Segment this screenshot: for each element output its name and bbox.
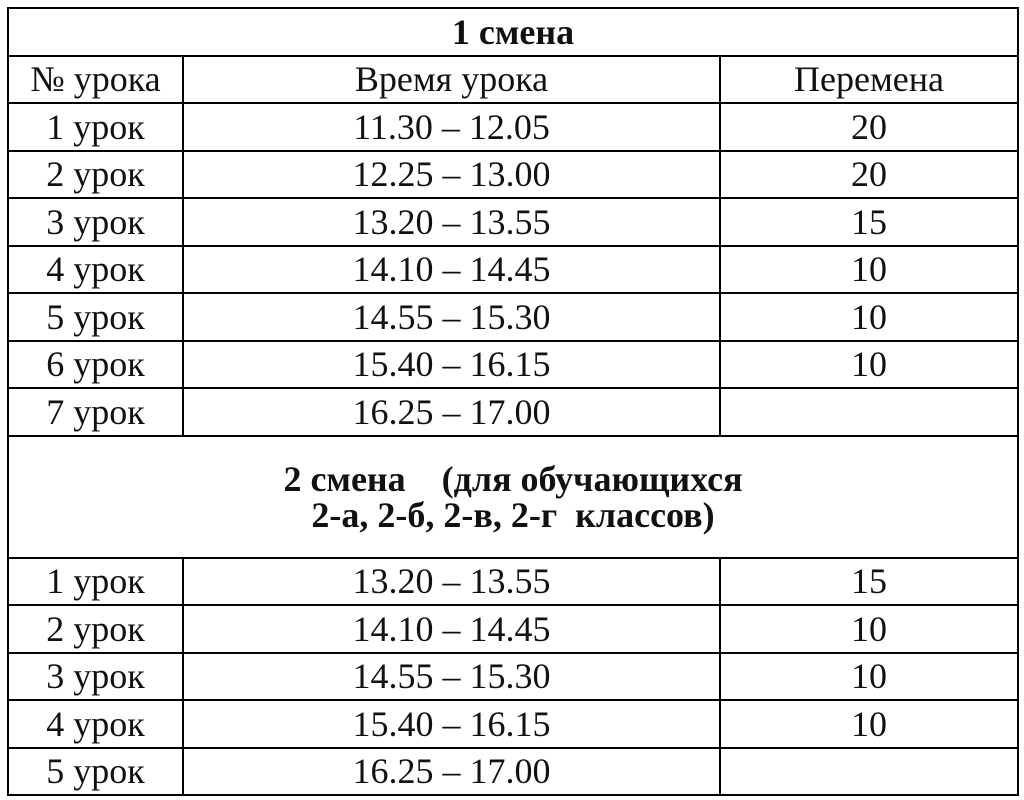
shift2-title-line1: 2 смена (для обучающихся bbox=[283, 458, 743, 499]
break-cell bbox=[720, 748, 1018, 796]
time-cell: 16.25 – 17.00 bbox=[183, 388, 720, 436]
break-cell: 15 bbox=[720, 558, 1018, 606]
break-cell bbox=[720, 388, 1018, 436]
lesson-cell: 3 урок bbox=[8, 198, 183, 246]
header-row bbox=[8, 56, 1018, 104]
table-row bbox=[8, 605, 1018, 653]
table-row bbox=[8, 293, 1018, 341]
shift1-title: 1 смена bbox=[8, 8, 1018, 56]
break-cell: 10 bbox=[720, 653, 1018, 701]
break-cell: 10 bbox=[720, 700, 1018, 748]
time-cell: 14.10 – 14.45 bbox=[183, 605, 720, 653]
table-row bbox=[8, 103, 1018, 151]
time-cell: 14.55 – 15.30 bbox=[183, 293, 720, 341]
lesson-schedule-table bbox=[7, 7, 1019, 796]
lesson-cell: 3 урок bbox=[8, 653, 183, 701]
lesson-cell: 4 урок bbox=[8, 246, 183, 294]
table-row bbox=[8, 558, 1018, 606]
time-cell: 12.25 – 13.00 bbox=[183, 151, 720, 199]
shift1-title-row bbox=[8, 8, 1018, 56]
time-cell: 15.40 – 16.15 bbox=[183, 341, 720, 389]
header-break: Перемена bbox=[720, 56, 1018, 104]
lesson-cell: 5 урок bbox=[8, 293, 183, 341]
break-cell: 10 bbox=[720, 246, 1018, 294]
lesson-cell: 1 урок bbox=[8, 103, 183, 151]
table-row bbox=[8, 246, 1018, 294]
break-cell: 20 bbox=[720, 103, 1018, 151]
lesson-cell: 7 урок bbox=[8, 388, 183, 436]
time-cell: 13.20 – 13.55 bbox=[183, 558, 720, 606]
table-row bbox=[8, 653, 1018, 701]
table-row bbox=[8, 388, 1018, 436]
time-cell: 15.40 – 16.15 bbox=[183, 700, 720, 748]
table-row bbox=[8, 198, 1018, 246]
table-row bbox=[8, 341, 1018, 389]
break-cell: 10 bbox=[720, 341, 1018, 389]
header-lesson-number: № урока bbox=[8, 56, 183, 104]
break-cell: 20 bbox=[720, 151, 1018, 199]
shift2-title bbox=[8, 436, 1018, 558]
lesson-cell: 5 урок bbox=[8, 748, 183, 796]
time-cell: 11.30 – 12.05 bbox=[183, 103, 720, 151]
header-lesson-time: Время урока bbox=[183, 56, 720, 104]
shift2-title-row bbox=[8, 436, 1018, 558]
time-cell: 13.20 – 13.55 bbox=[183, 198, 720, 246]
time-cell: 14.55 – 15.30 bbox=[183, 653, 720, 701]
time-cell: 14.10 – 14.45 bbox=[183, 246, 720, 294]
shift2-title-line2: 2-а, 2-б, 2-в, 2-г классов) bbox=[311, 494, 715, 535]
lesson-cell: 1 урок bbox=[8, 558, 183, 606]
lesson-cell: 6 урок bbox=[8, 341, 183, 389]
break-cell: 10 bbox=[720, 293, 1018, 341]
table-row bbox=[8, 700, 1018, 748]
lesson-cell: 2 урок bbox=[8, 605, 183, 653]
lesson-cell: 4 урок bbox=[8, 700, 183, 748]
break-cell: 10 bbox=[720, 605, 1018, 653]
lesson-cell: 2 урок bbox=[8, 151, 183, 199]
table-row bbox=[8, 748, 1018, 796]
table-row bbox=[8, 151, 1018, 199]
break-cell: 15 bbox=[720, 198, 1018, 246]
time-cell: 16.25 – 17.00 bbox=[183, 748, 720, 796]
